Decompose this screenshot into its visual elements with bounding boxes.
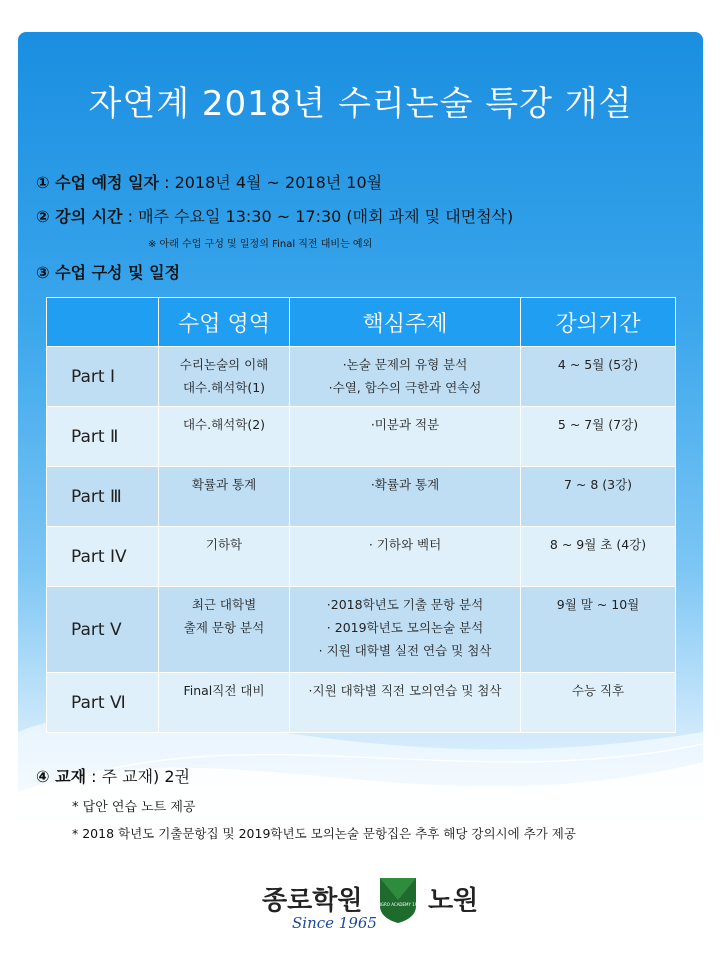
- table-row: [47, 467, 676, 527]
- period-cell: 9월 말 ~ 10월: [521, 587, 676, 673]
- area-text: 출제 문항 분석: [183, 620, 265, 635]
- area-text: 최근 대학별: [191, 597, 257, 612]
- table-row: [47, 587, 676, 673]
- topic-cell: [290, 407, 521, 467]
- schedule-table: [46, 297, 676, 733]
- topic-cell: [290, 467, 521, 527]
- topic-text: · 기하와 벡터: [368, 537, 442, 552]
- topic-text: ·수열, 함수의 극한과 연속성: [328, 380, 482, 395]
- logo-text-right: 노원: [428, 886, 479, 916]
- header-cell-blank: [47, 298, 159, 347]
- table-row: [47, 407, 676, 467]
- since-text: Since 1965: [292, 914, 377, 932]
- area-text: 대수.해석학(2): [182, 417, 266, 432]
- table-row: [47, 673, 676, 733]
- topic-text: ·지원 대학별 직전 모의연습 및 첨삭: [308, 683, 502, 698]
- part-cell: Part Ⅰ: [47, 347, 159, 407]
- area-text: 수리논술의 이해: [179, 357, 269, 372]
- area-text: 확률과 통계: [191, 477, 257, 492]
- period-cell: 8 ~ 9월 초 (4강): [521, 527, 676, 587]
- time-note: ※ 아래 수업 구성 및 일정의 Final 직전 대비는 예외: [148, 239, 373, 250]
- topic-cell: [290, 347, 521, 407]
- table-row: [47, 527, 676, 587]
- logo-text-left: 종로학원: [262, 886, 363, 916]
- area-cell: [159, 467, 290, 527]
- part-cell: Part Ⅴ: [47, 587, 159, 673]
- topic-cell: [290, 587, 521, 673]
- header-cell-area: 수업 영역: [159, 298, 290, 347]
- topic-cell: [290, 527, 521, 587]
- area-text: 기하학: [205, 537, 243, 552]
- bullet-item: * 2018 학년도 기출문항집 및 2019학년도 모의논술 문항집은 추후 해당 강의시에 추가 제공: [72, 826, 576, 841]
- area-cell: [159, 527, 290, 587]
- poster-card: [18, 32, 703, 856]
- time-label: ② 강의 시간: [36, 207, 123, 226]
- emblem-text: JONGRO ACADEMY 1965: [373, 902, 423, 907]
- topic-text: ·2018학년도 기출 문항 분석: [326, 597, 484, 612]
- schedule-value: : 2018년 4월 ~ 2018년 10월: [159, 173, 383, 192]
- period-cell: 수능 직후: [521, 673, 676, 733]
- topic-text: · 지원 대학별 실전 연습 및 첨삭: [318, 643, 492, 658]
- topic-text: ·확률과 통계: [370, 477, 440, 492]
- bullet-item: * 답안 연습 노트 제공: [72, 800, 196, 815]
- part-cell: Part Ⅲ: [47, 467, 159, 527]
- textbook-value: : 주 교재) 2권: [86, 767, 191, 786]
- area-cell: [159, 587, 290, 673]
- time-value: : 매주 수요일 13:30 ~ 17:30 (매회 과제 및 대면첨삭): [122, 207, 514, 226]
- period-cell: 7 ~ 8 (3강): [521, 467, 676, 527]
- textbook-label: ④ 교재: [36, 767, 87, 786]
- table-header-row: [47, 298, 676, 347]
- period-cell: 5 ~ 7월 (7강): [521, 407, 676, 467]
- part-cell: Part IV: [47, 527, 159, 587]
- part-cell: Part Ⅱ: [47, 407, 159, 467]
- composition-line: [36, 260, 180, 283]
- shield-emblem-icon: [373, 876, 423, 924]
- area-text: Final직전 대비: [183, 683, 265, 698]
- area-cell: [159, 673, 290, 733]
- part-cell: Part Ⅵ: [47, 673, 159, 733]
- area-cell: [159, 407, 290, 467]
- time-line: [36, 204, 513, 227]
- area-text: 대수.해석학(1): [182, 380, 266, 395]
- area-cell: [159, 347, 290, 407]
- topic-text: ·논술 문제의 유형 분석: [342, 357, 468, 372]
- composition-label: ③ 수업 구성 및 일정: [36, 263, 181, 282]
- table-row: [47, 347, 676, 407]
- schedule-label: ① 수업 예정 일자: [36, 173, 159, 192]
- header-cell-topic: 핵심주제: [290, 298, 521, 347]
- topic-text: · 2019학년도 모의논술 분석: [326, 620, 484, 635]
- topic-cell: [290, 673, 521, 733]
- page-title: 자연계 2018년 수리논술 특강 개설: [88, 84, 633, 124]
- topic-text: ·미분과 적분: [370, 417, 440, 432]
- header-cell-period: 강의기간: [521, 298, 676, 347]
- schedule-line: [36, 170, 382, 193]
- textbook-line: [36, 764, 190, 787]
- period-cell: 4 ~ 5월 (5강): [521, 347, 676, 407]
